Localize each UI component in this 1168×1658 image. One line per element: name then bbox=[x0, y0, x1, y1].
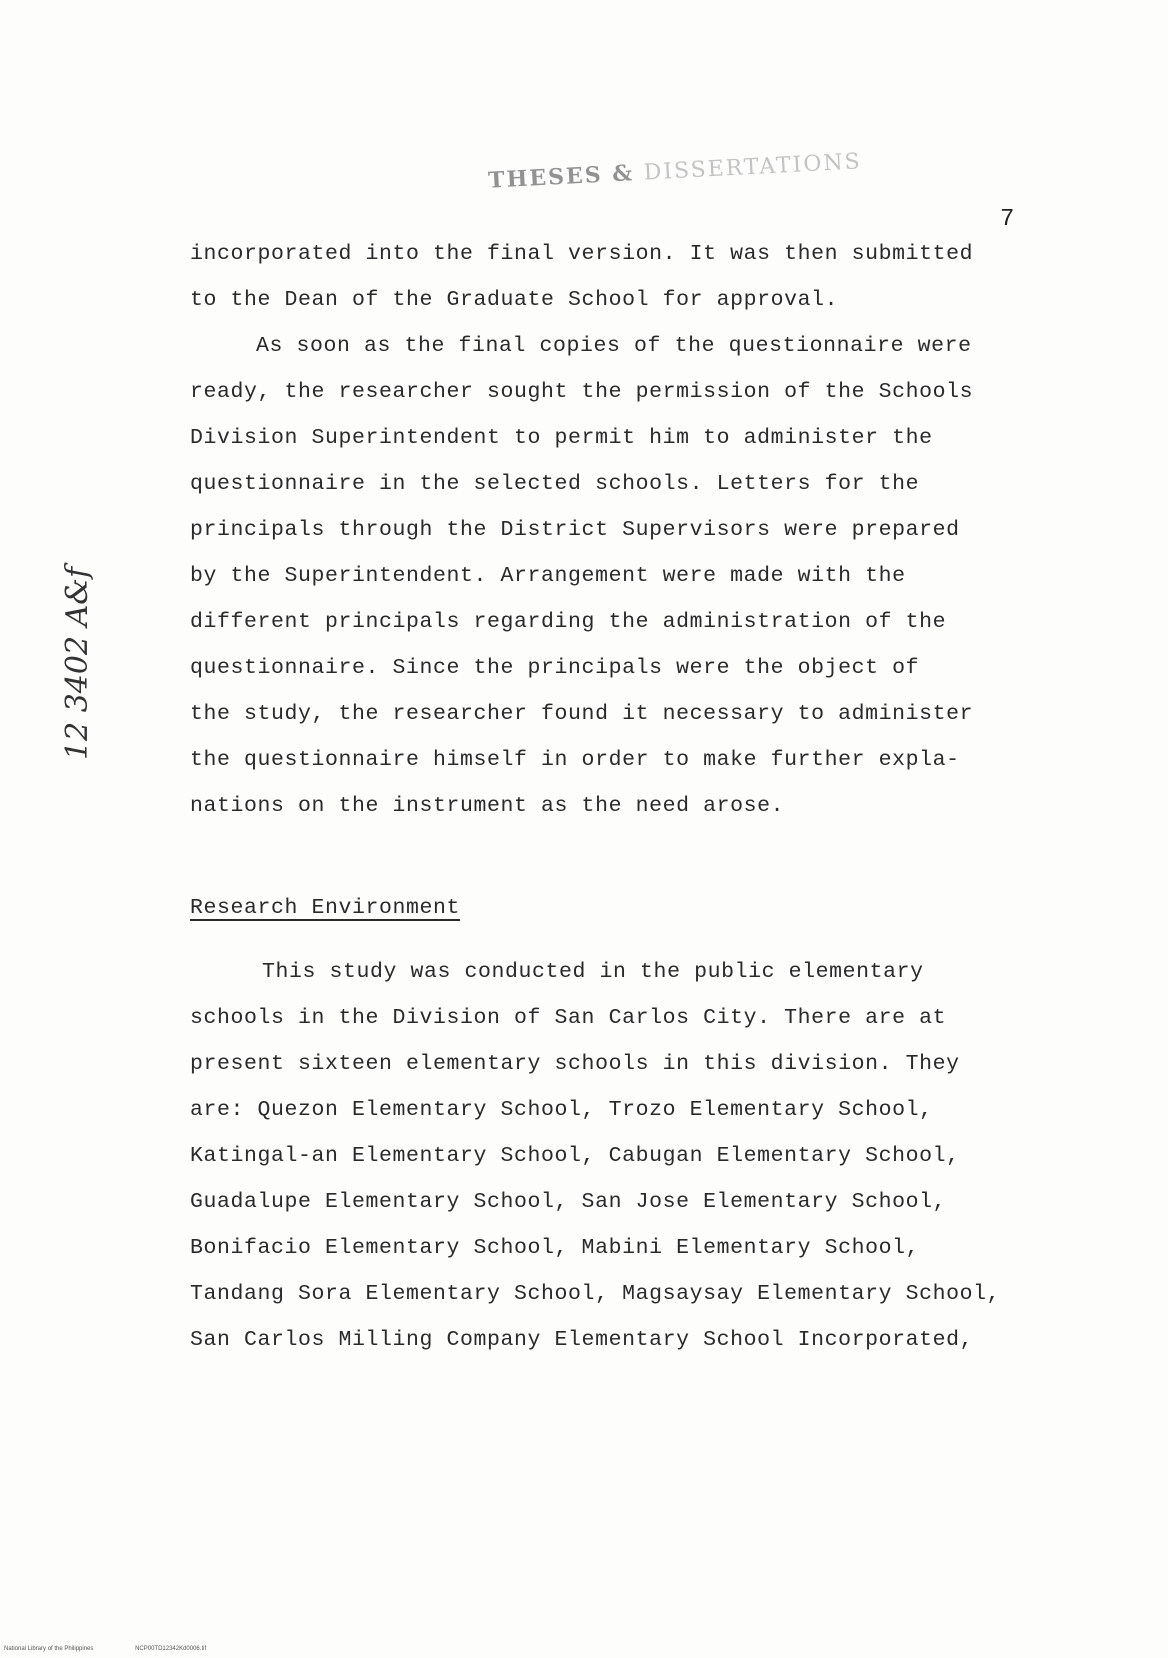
stamp-faint-text: DISSERTATIONS bbox=[643, 149, 863, 186]
footer-library: National Library of the Philippines bbox=[4, 1646, 94, 1652]
text-line: As soon as the final copies of the questionnaire were bbox=[256, 334, 972, 358]
stamp-text: THESES & bbox=[487, 160, 635, 194]
text-line: present sixteen elementary schools in this division. They bbox=[190, 1052, 960, 1076]
text-line: to the Dean of the Graduate School for approval. bbox=[190, 288, 839, 312]
text-line: Tandang Sora Elementary School, Magsaysay Elementary School, bbox=[190, 1282, 1001, 1306]
text-line: questionnaire in the selected schools. Letters for the bbox=[190, 472, 920, 496]
text-line: the study, the researcher found it necessary to administer bbox=[190, 702, 974, 726]
text-line: Guadalupe Elementary School, San Jose Elementary School, bbox=[190, 1190, 947, 1214]
text-line: questionnaire. Since the principals were the object of bbox=[190, 656, 920, 680]
text-line: incorporated into the final version. It was then submitted bbox=[190, 242, 974, 266]
text-line: are: Quezon Elementary School, Trozo Elementary School, bbox=[190, 1098, 933, 1122]
section-heading: Research Environment bbox=[190, 896, 461, 920]
page-number: 7 bbox=[1000, 206, 1015, 233]
text-line: different principals regarding the administration of the bbox=[190, 610, 947, 634]
text-line: schools in the Division of San Carlos City. There are at bbox=[190, 1006, 947, 1030]
text-line: the questionnaire himself in order to make further expla- bbox=[190, 748, 960, 772]
scan-footer bbox=[4, 1646, 246, 1652]
text-line: Katingal-an Elementary School, Cabugan Elementary School, bbox=[190, 1144, 960, 1168]
text-line: principals through the District Supervisors were prepared bbox=[190, 518, 960, 542]
text-line: Division Superintendent to permit him to administer the bbox=[190, 426, 933, 450]
text-line: nations on the instrument as the need arose. bbox=[190, 794, 785, 818]
handwritten-margin-note: 12 3402 A&f bbox=[60, 566, 95, 760]
text-line: by the Superintendent. Arrangement were made with the bbox=[190, 564, 906, 588]
archive-stamp bbox=[488, 148, 863, 194]
footer-file-id: NCP00TD12342Kd0006.tif bbox=[135, 1646, 207, 1652]
text-line: ready, the researcher sought the permission of the Schools bbox=[190, 380, 974, 404]
text-line: San Carlos Milling Company Elementary School Incorporated, bbox=[190, 1328, 974, 1352]
text-line: This study was conducted in the public elementary bbox=[262, 960, 924, 984]
text-line: Bonifacio Elementary School, Mabini Elementary School, bbox=[190, 1236, 920, 1260]
